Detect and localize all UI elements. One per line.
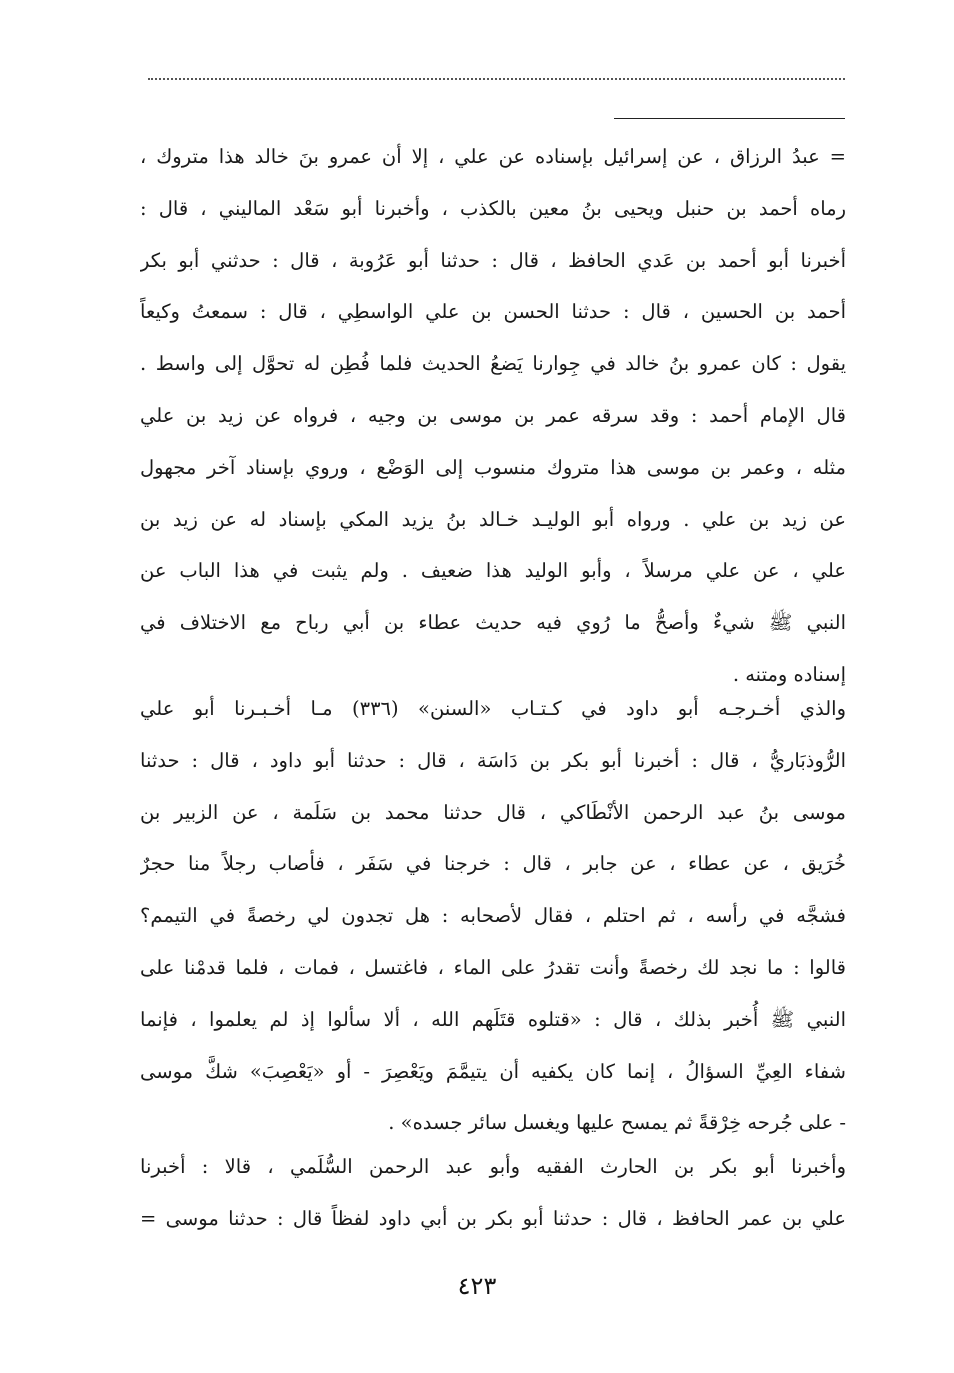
text-line: إسناده ومتنه . <box>732 662 846 686</box>
text-line: خُرَيق ، عن عطاء ، عن جابر ، قال : خرجنا في سَفَر ، فأصاب رجلاً منا حجرٌ <box>140 852 846 876</box>
text-line: = عبدُ الرزاق ، عن إسرائيل بإسناده عن علي ، إلا أن عمرو بنَ خالد هذا متروك ، <box>140 145 846 168</box>
text-line: رماه أحمد بن حنبل ويحيى بنُ معين بالكذب ، وأخبرنا أبو سَعْد الماليني ، قال : <box>140 196 846 220</box>
text-line: عن زيد بن علي . ورواه أبو الوليـد خـالد بنُ يزيد المكي بإسناد له عن زيد بن <box>140 507 846 531</box>
text-line: والذي أخـرجـه أبو داود في كـتـاب «السنن» (٣٣٦) مـا أخـبـرنا أبو علي <box>140 697 846 720</box>
paragraph-2 <box>140 683 846 1149</box>
paragraph-3 <box>140 1141 846 1245</box>
text-line: أحمد بن الحسين ، قال : حدثنا الحسن بن علي الواسطِي ، قال : سمعتُ وكيعاً <box>140 300 846 324</box>
text-line: وأخبرنا أبو بكر بن الحارث الفقيه وأبو عبد الرحمن السُّلَمي ، قالا : أخبرنا <box>140 1155 846 1178</box>
text-line: يقول : كان عمرو بنُ خالد في جِوارنا يَضعُ الحديث فلما فُطِن له تحوَّل إلى واسط . <box>140 352 846 376</box>
text-line: النبي ﷺ شيءٌ وأصحُّ ما رُوي فيه حديث عطاء بن أبي رباح مع الاختلاف في <box>140 611 846 635</box>
text-line: - على جُرحه خِرْقةً ثم يمسح عليها ويغسل سائر جسده» . <box>388 1111 846 1135</box>
text-line: قالوا : ما نجد لك رخصةً وأنت تقدرُ على الماء ، فاغتسل ، فمات ، فلما قدمْنا على <box>140 955 846 979</box>
text-line: أخبرنا أبو أحمد بن عَدي الحافظ ، قال : حدثنا أبو عَرُوبة ، قال : حدثني أبو بكر <box>140 248 846 272</box>
text-line: علي بن عمر الحافظ ، قال : حدثنا أبو بكر بن أبي داود لفظاً قال : حدثنا موسى = <box>140 1206 846 1230</box>
text-line: النبي ﷺ أُخبر بذلك ، قال : «قتلوه قتَلَهم الله ، ألا سألوا إذ لم يعلموا ، فإنما <box>140 1007 846 1031</box>
page-number: ٤٢٣ <box>457 1272 497 1300</box>
text-line: فشجَّه في رأسه ، ثم احتلم ، فقال لأصحابه : هل تجدون لي رخصةً في التيمم؟ <box>140 904 846 928</box>
text-line: الرُّوذبَاريُّ ، قال : أخبرنا أبو بكر بن دَاسَة ، قال : حدثنا أبو داود ، قال : حدثنا <box>140 748 846 772</box>
paragraph-1 <box>140 131 846 701</box>
header-dotted-rule <box>148 78 845 80</box>
text-line: قال الإمام أحمد : وقد سرقه عمر بن موسى بن وجيه ، فرواه عن زيد بن علي <box>140 403 846 427</box>
text-line: مثله ، وعمر بن موسى هذا متروك منسوب إلى الوَضْع ، وروي بإسناد آخر مجهول <box>140 455 846 479</box>
footnote-separator-rule <box>614 118 845 119</box>
text-line: موسى بنُ عبد الرحمن الأنْطَاكي ، قال حدثنا محمد بن سَلَمة ، عن الزبير بن <box>140 800 846 824</box>
text-line: علي ، عن علي مرسلاً ، وأبو الوليد هذا ضعيف . ولم يثبت في هذا الباب عن <box>140 559 846 583</box>
text-line: شفاء العِيِّ السؤالُ ، إنما كان يكفيه أن يتيمَّمَ ويَعْصِرَ - أو «يَعْصِبَ» شكَّ موسى <box>140 1059 846 1083</box>
